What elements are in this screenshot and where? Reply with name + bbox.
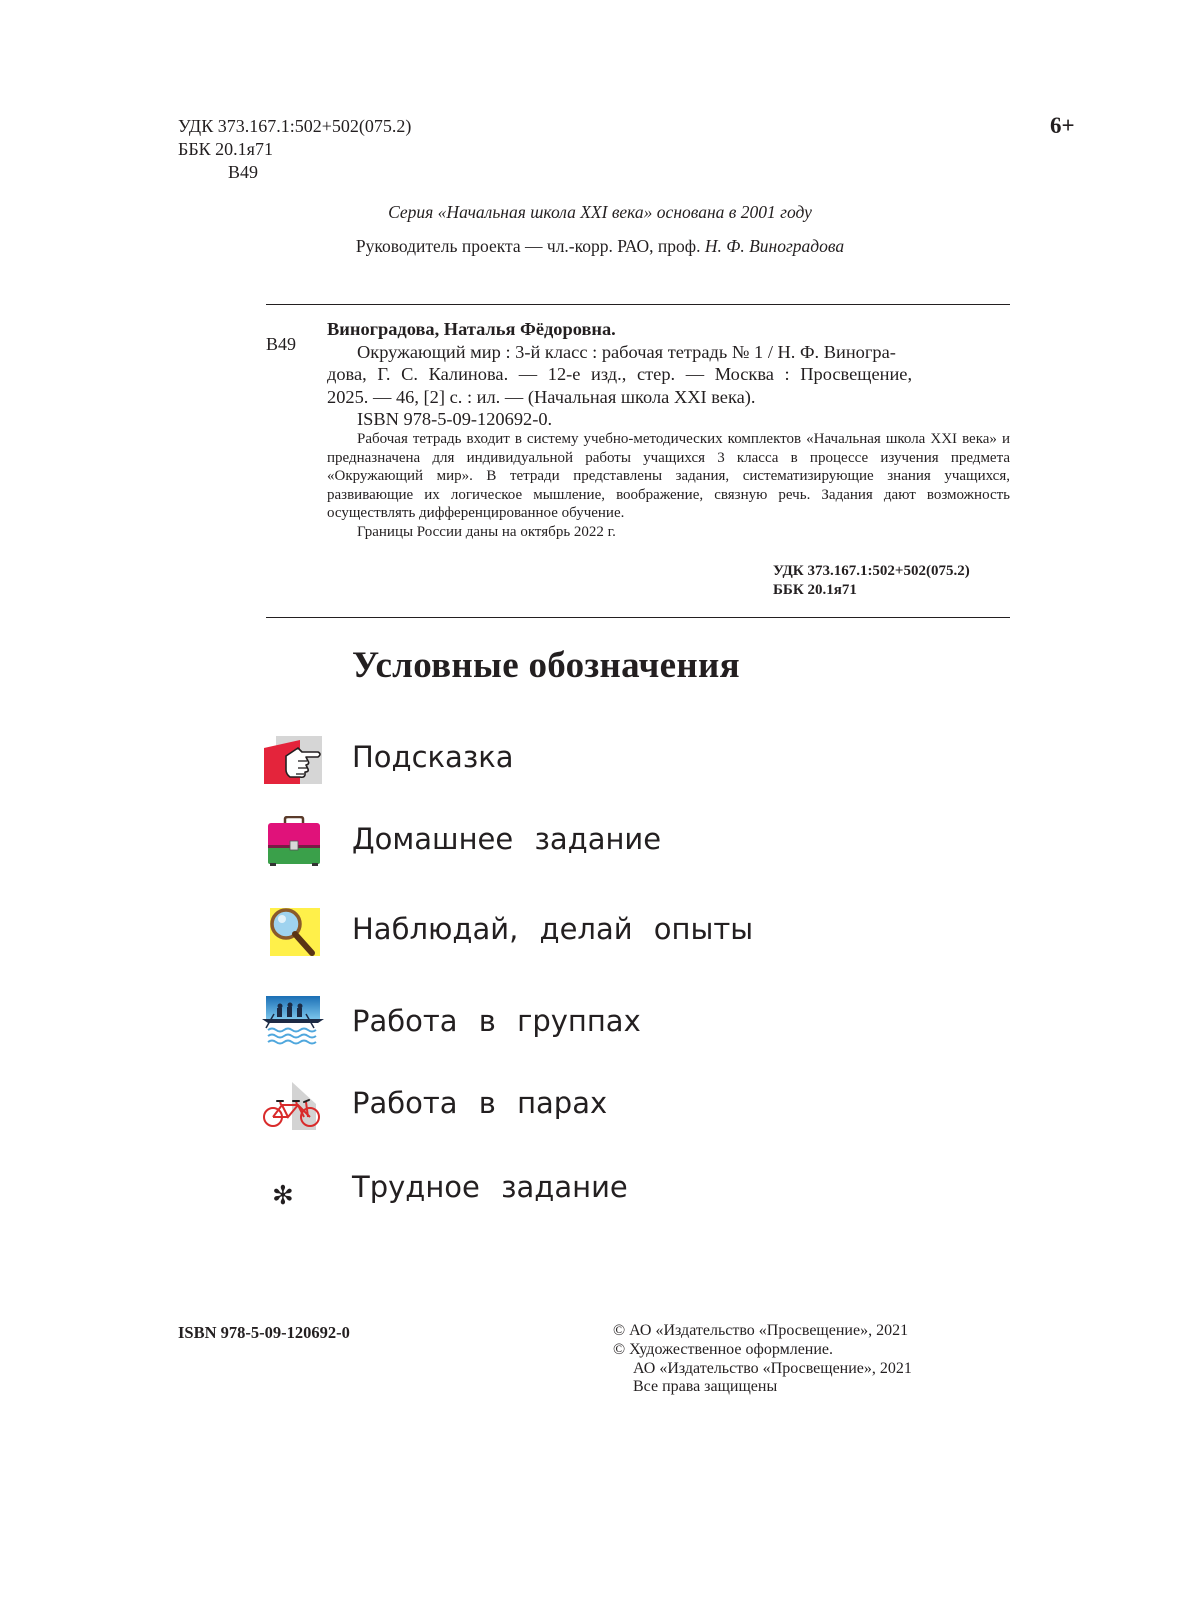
copyright-block (613, 1322, 912, 1397)
biblio-code: В49 (266, 334, 297, 354)
biblio-udk: УДК 373.167.1:502+502(075.2) (773, 563, 970, 579)
biblio-classification (773, 562, 970, 600)
legend-label-hint: Подсказка (352, 740, 514, 774)
legend-label-difficult: Трудное задание (352, 1170, 628, 1204)
legend-label-pair-work: Работа в парах (352, 1086, 608, 1120)
udk-block (178, 115, 411, 184)
copyright-line-1: © АО «Издательство «Просвещение», 2021 (613, 1322, 909, 1339)
rowing-boat-icon (262, 994, 324, 1046)
legend-label-observe: Наблюдай, делай опыты (352, 912, 754, 946)
biblio-isbn: ISBN 978-5-09-120692-0. (357, 409, 553, 429)
biblio-bbk: ББК 20.1я71 (773, 582, 857, 598)
author-code: В49 (228, 162, 259, 182)
project-leader-prefix: Руководитель проекта — чл.-корр. РАО, проф. (355, 236, 701, 256)
age-rating: 6+ (1050, 113, 1075, 138)
biblio-line-1: Окружающий мир : 3-й класс : рабочая тетрадь № 1 / Н. Ф. Виногра- (357, 341, 896, 362)
copyright-line-3: АО «Издательство «Просвещение», 2021 (633, 1359, 912, 1377)
top-divider (266, 304, 1010, 305)
project-leader (300, 236, 900, 257)
borders-note: Границы России даны на октябрь 2022 г. (357, 523, 616, 540)
bottom-divider (266, 617, 1010, 618)
copyright-line-2: © Художественное оформление. (613, 1340, 834, 1358)
project-leader-name: Н. Ф. Виноградова (704, 236, 845, 256)
biblio-abstract (327, 430, 1010, 542)
udk-code: УДК 373.167.1:502+502(075.2) (178, 116, 412, 136)
legend-label-homework: Домашнее задание (352, 822, 662, 856)
footer-isbn: ISBN 978-5-09-120692-0 (178, 1323, 350, 1342)
biblio-author: Виноградова, Наталья Фёдоровна. (327, 319, 616, 339)
biblio-line-3: 2025. — 46, [2] с. : ил. — (Начальная школа XXI века). (327, 386, 756, 407)
biblio-line-2: дова, Г. С. Калинова. — 12-е изд., стер. — Москва : Просвещение, (327, 364, 913, 384)
briefcase-icon (262, 816, 324, 868)
biblio-record (327, 318, 1010, 431)
pointing-hand-icon (262, 734, 324, 786)
asterisk-icon: ✻ (272, 1181, 294, 1211)
series-line: Серия «Начальная школа XXI века» основана в 2001 году (388, 202, 812, 222)
rights-line: Все права защищены (633, 1378, 778, 1396)
bbk-code: ББК 20.1я71 (178, 139, 273, 159)
tandem-bicycle-icon (262, 1080, 324, 1132)
legend-label-group-work: Работа в группах (352, 1004, 641, 1038)
magnifier-icon (262, 906, 324, 958)
legend-title: Условные обозначения (352, 645, 740, 686)
abstract-text: Рабочая тетрадь входит в систему учебно-методических комплектов «Начальная школа XXI века» и предназначена для индивидуальной работы учащихся 3 класса в процессе изучения предмета «Окружающий мир». В тетради представлены задания, систематизирующие знания учащихся, развивающие их логическое мышление, воображение, связную речь. Задания дают возможность осуществлять дифференцированное обучение. (327, 431, 1010, 522)
